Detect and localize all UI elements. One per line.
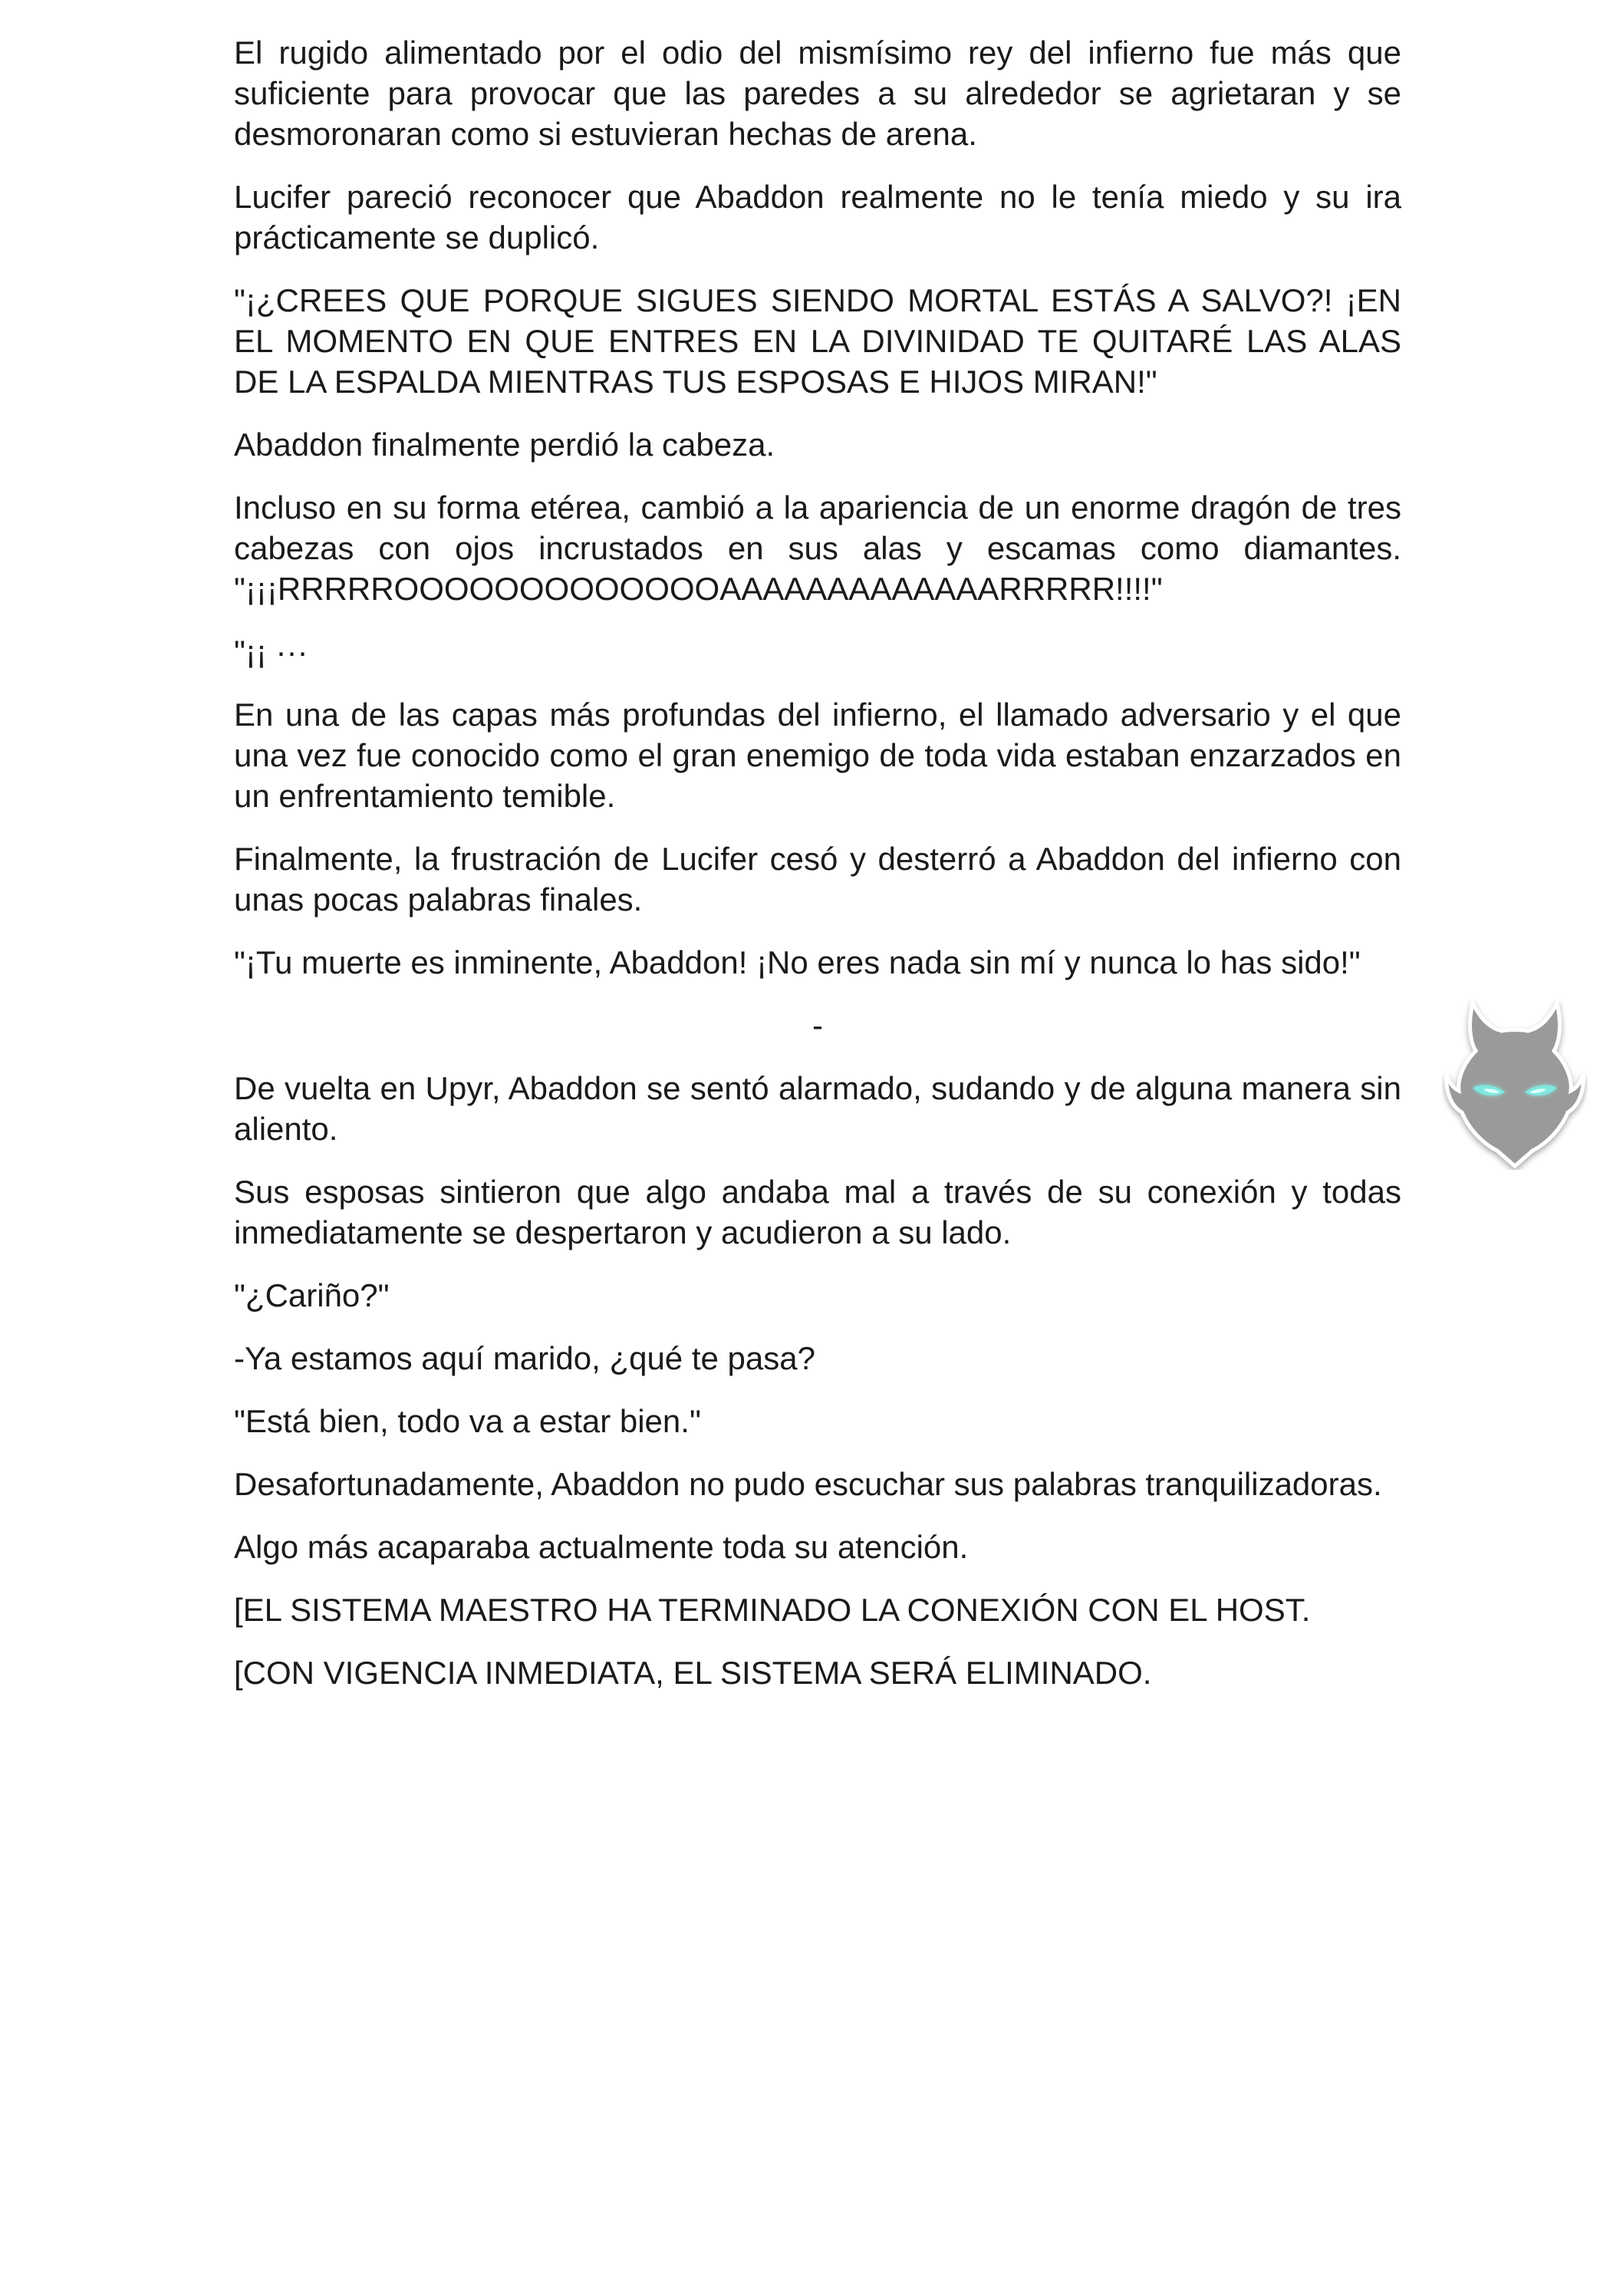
paragraph-10: De vuelta en Upyr, Abaddon se sentó alarmado, sudando y de alguna manera sin aliento. [234, 1070, 1401, 1147]
paragraph-5: Incluso en su forma etérea, cambió a la apariencia de un enorme dragón de tres cabezas con ojos incrustados en sus alas y escamas como diamantes. "¡¡¡RRRRROOOOOOOOOOOOOAAAAAAAAAAAAARRRRR!!!!" [234, 489, 1401, 607]
paragraph-8: Finalmente, la frustración de Lucifer cesó y desterró a Abaddon del infierno con unas pocas palabras finales. [234, 841, 1401, 917]
body-text [234, 32, 1401, 1715]
system-message-1: [EL SISTEMA MAESTRO HA TERMINADO LA CONEXIÓN CON EL HOST. [234, 1592, 1311, 1628]
paragraph-9: "¡Tu muerte es inminente, Abaddon! ¡No eres nada sin mí y nunca lo has sido!" [234, 944, 1361, 980]
system-message-2: [CON VIGENCIA INMEDIATA, EL SISTEMA SERÁ ELIMINADO. [234, 1655, 1152, 1691]
paragraph-1: El rugido alimentado por el odio del mismísimo rey del infierno fue más que suficiente para provocar que las paredes a su alrededor se agrietaran y se desmoronaran como si estuvieran hechas de arena. [234, 35, 1401, 152]
paragraph-12: "¿Cariño?" [234, 1277, 390, 1313]
paragraph-2: Lucifer pareció reconocer que Abaddon realmente no le tenía miedo y su ira prácticamente se duplicó. [234, 179, 1401, 255]
paragraph-16: Algo más acaparaba actualmente toda su atención. [234, 1529, 969, 1565]
scene-break: - [812, 1007, 823, 1043]
paragraph-3: "¡¿CREES QUE PORQUE SIGUES SIENDO MORTAL ESTÁS A SALVO?! ¡EN EL MOMENTO EN QUE ENTRES EN LA DIVINIDAD TE QUITARÉ LAS ALAS DE LA ESPALDA MIENTRAS TUS ESPOSAS E HIJOS MIRAN!" [234, 282, 1401, 400]
paragraph-13: -Ya estamos aquí marido, ¿qué te pasa? [234, 1340, 815, 1376]
paragraph-7: En una de las capas más profundas del infierno, el llamado adversario y el que una vez fue conocido como el gran enemigo de toda vida estaban enzarzados en un enfrentamiento temible. [234, 697, 1401, 814]
paragraph-14: "Está bien, todo va a estar bien." [234, 1403, 701, 1439]
paragraph-6: "¡¡ ··· [234, 634, 308, 670]
paragraph-4: Abaddon finalmente perdió la cabeza. [234, 427, 775, 463]
paragraph-11: Sus esposas sintieron que algo andaba mal a través de su conexión y todas inmediatamente se despertaron y acudieron a su lado. [234, 1174, 1401, 1250]
demon-head-icon [1442, 997, 1588, 1170]
paragraph-15: Desafortunadamente, Abaddon no pudo escuchar sus palabras tranquilizadoras. [234, 1466, 1382, 1502]
